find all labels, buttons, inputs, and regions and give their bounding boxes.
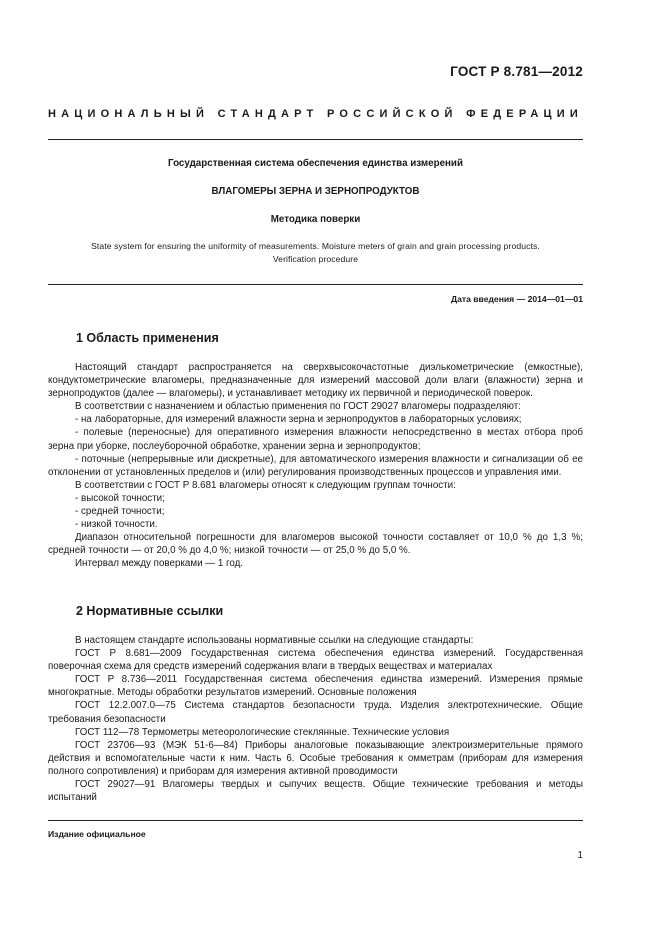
section2-paragraph: ГОСТ 112—78 Термометры метеорологические стеклянные. Технические условия — [75, 726, 450, 738]
english-title-line1: State system for ensuring the uniformity of measurements. Moisture meters of grain and grain processing products. — [91, 241, 540, 251]
subtitle: Методика поверки — [270, 214, 361, 225]
section1-paragraph: Настоящий стандарт распространяется на сверхвысокочастотные диэлькометрические (емкостные), кондуктометрические влагомеры, предназначенные для измерений массовой доли влаги (влажности) зерна и зернопродуктов (далее — влагомеры), и устанавливает методику их первичной и периодической поверок. — [48, 362, 583, 400]
section1-paragraph: - высокой точности; — [75, 492, 165, 504]
english-title — [48, 240, 583, 266]
national-standard-banner: НАЦИОНАЛЬНЫЙ СТАНДАРТ РОССИЙСКОЙ ФЕДЕРАЦИИ — [48, 108, 583, 120]
section2-paragraph: ГОСТ 23706—93 (МЭК 51-6—84) Приборы аналоговые показывающие электроизмерительные прямого действия и вспомогательные части к ним. Часть 6. Особые требования к омметрам (приборам для измерения полного сопротивления) и приборам для измерения активной проводимости — [48, 739, 583, 777]
section2-paragraph: ГОСТ Р 8.681—2009 Государственная система обеспечения единства измерений. Государственная поверочная схема для средств измерений содержания влаги в твердых веществах и материалах — [48, 648, 583, 673]
section1-heading: 1 Область применения — [76, 331, 219, 345]
section1-paragraph: - средней точности; — [75, 506, 165, 518]
title-rule — [48, 284, 583, 285]
section2-paragraph: ГОСТ Р 8.736—2011 Государственная система обеспечения единства измерений. Измерения прямые многократные. Методы обработки результатов измерений. Основные положения — [48, 674, 583, 699]
section2-body — [48, 634, 583, 804]
section1-paragraph: В соответствии с назначением и областью применения по ГОСТ 29027 влагомеры подразделяют: — [75, 401, 521, 413]
section1-paragraph: - на лабораторные, для измерений влажности зерна и зернопродуктов в лабораторных условиях; — [75, 414, 522, 426]
section1-paragraph: - полевые (переносные) для оперативного измерения влажности непосредственно в местах отбора проб зерна при уборке, послеуборочной обработке, хранении зерна и зернопродуктов; — [48, 427, 583, 452]
edition-label: Издание официальное — [48, 829, 146, 839]
main-title: ВЛАГОМЕРЫ ЗЕРНА И ЗЕРНОПРОДУКТОВ — [211, 186, 420, 197]
section2-heading: 2 Нормативные ссылки — [76, 604, 224, 618]
footer-rule — [48, 820, 583, 821]
section1-paragraph: - поточные (непрерывные или дискретные), для автоматического измерения влажности и сигнализации об ее отклонении от установленных пределов и (или) регулирования производственных процессов и управления ими. — [48, 453, 583, 478]
section1-body — [48, 361, 583, 571]
english-title-line2: Verification procedure — [272, 254, 359, 264]
document-number: ГОСТ Р 8.781—2012 — [450, 64, 583, 79]
page-number: 1 — [577, 850, 583, 861]
section1-paragraph: - низкой точности. — [75, 519, 158, 531]
section2-paragraph: ГОСТ 12.2.007.0—75 Система стандартов безопасности труда. Изделия электротехнические. Общие требования безопасности — [48, 700, 583, 725]
system-title: Государственная система обеспечения единства измерений — [168, 158, 463, 169]
section2-paragraph: ГОСТ 29027—91 Влагомеры твердых и сыпучих веществ. Общие технические требования и методы испытаний — [48, 779, 583, 804]
section2-paragraph: В настоящем стандарте использованы нормативные ссылки на следующие стандарты: — [75, 635, 474, 646]
section1-paragraph: Интервал между поверками — 1 год. — [75, 558, 244, 570]
section1-paragraph: Диапазон относительной погрешности для влагомеров высокой точности составляет от 10,0 % до 1,3 %; средней точности — от 20,0 % до 4,0 %; низкой точности — от 25,0 % до 5,0 %. — [48, 532, 583, 557]
section1-paragraph: В соответствии с ГОСТ Р 8.681 влагомеры относят к следующим группам точности: — [75, 479, 456, 491]
introduction-date: Дата введения — 2014—01—01 — [450, 294, 583, 304]
top-rule — [48, 139, 583, 140]
